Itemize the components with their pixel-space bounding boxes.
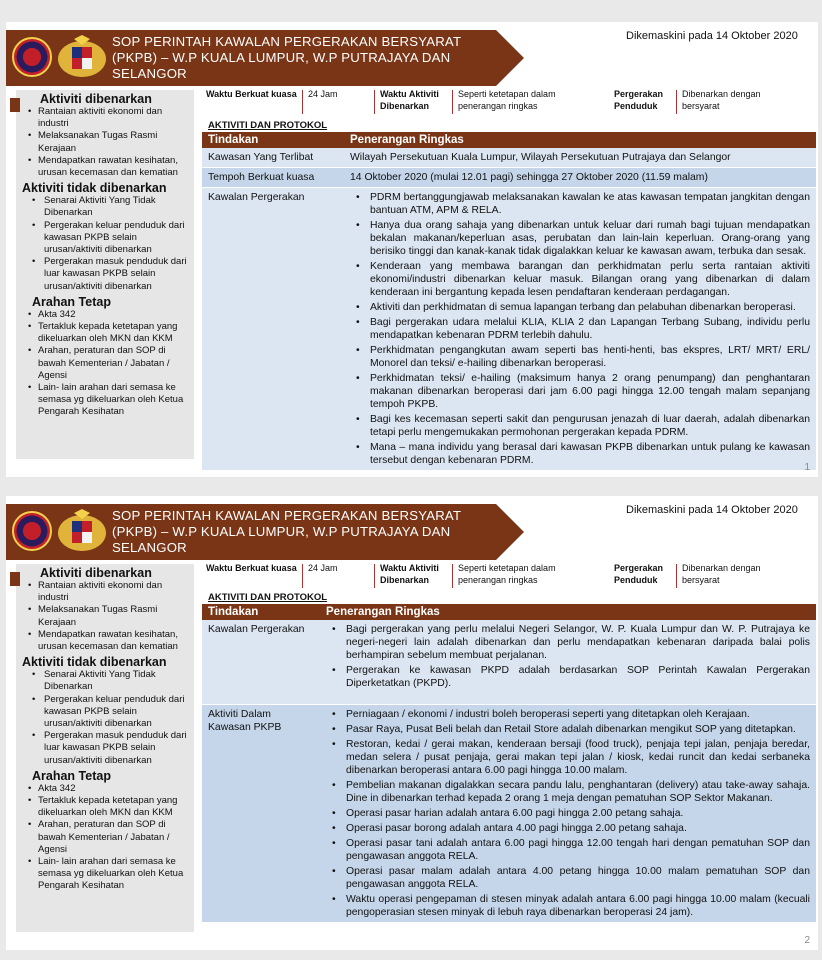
updated-date: Dikemaskini pada 14 Oktober 2020 <box>626 30 798 42</box>
list-item: • Pembelian makanan digalakkan secara pandu lalu, penghantaran (delivery) atau take-away sahaja. Dine in dibenarkan terhad kepada 2 orang 1 meja dengan pematuhan SOP Sektor Makanan. <box>326 779 810 805</box>
page-number: 1 <box>804 462 810 473</box>
duration-label: Waktu Berkuat kuasa <box>206 563 297 573</box>
list-item: • Tertakluk kepada ketetapan yang dikeluarkan oleh MKN dan KKM <box>28 321 194 345</box>
table-header-row <box>202 132 816 148</box>
page-number: 2 <box>804 935 810 946</box>
list-item: • Waktu operasi pengepaman di stesen minyak adalah antara 6.00 pagi hingga 10.00 malam (kecuali pengoperasian stesen minyak di lebuh raya dibenarkan beroperasi 24 jam). <box>326 893 810 919</box>
sidebar-accent <box>10 98 20 112</box>
list-item: • Bagi pergerakan udara melalui KLIA, KLIA 2 dan Lapangan Terbang Subang, individu perlu mendapatkan kebenaran PDRM terlebih dahulu. <box>350 316 810 342</box>
list-item: • Restoran, kedai / gerai makan, kenderaan bersaji (food truck), penjaja tepi jalan, penjaja beredar, medan selera / pusat penjaja, gerai makan tepi jalan / kiosk, kedai runcit dan kedai serbaneka dibenarkan beroperasi antara 6.00 pagi hingga 10.00 malam. <box>326 738 810 777</box>
header-summary: Penerangan Ringkas <box>344 132 816 148</box>
list-item: • Rantaian aktiviti ekonomi dan industri <box>22 580 194 604</box>
updated-date: Dikemaskini pada 14 Oktober 2020 <box>626 504 798 516</box>
table-row <box>202 705 816 923</box>
duration-label: Waktu Berkuat kuasa <box>206 89 297 99</box>
sidebar <box>16 564 194 932</box>
activity-time-label: Waktu Aktiviti Dibenarkan <box>380 89 439 111</box>
meta-row <box>202 86 814 118</box>
list-item: • Kenderaan yang membawa barangan dan perkhidmatan perlu serta rantaian aktiviti ekonomi/industri dibenarkan keluar masuk. Bilangan orang yang dibenarkan di dalam kenderaan ini bergantung kepada lesen pendaftaran kenderaan perdagangan. <box>350 260 810 299</box>
table-row <box>202 168 816 188</box>
table-row <box>202 188 816 471</box>
sidebar <box>16 90 194 459</box>
table-row <box>202 620 816 705</box>
movement-value: Dibenarkan dengan bersyarat <box>682 563 761 585</box>
list-item: • Arahan, peraturan dan SOP di bawah Kementerian / Jabatan / Agensi <box>28 819 194 856</box>
disallowed-section <box>16 655 194 767</box>
directive-heading: Arahan Tetap <box>32 294 111 309</box>
directive-section <box>16 295 194 419</box>
activity-time-value: Seperti ketetapan dalam penerangan ringkas <box>458 89 556 111</box>
header-action: Tindakan <box>202 604 320 620</box>
police-logo-icon <box>12 511 52 551</box>
row-label: Tempoh Berkuat kuasa <box>202 168 344 188</box>
disallowed-heading: Aktiviti tidak dibenarkan <box>22 181 167 196</box>
protocol-table <box>202 132 816 471</box>
list-item: • Lain- lain arahan dari semasa ke semasa yg dikeluarkan oleh Ketua Pengarah Kesihatan <box>28 856 194 893</box>
list-item: • Operasi pasar borong adalah antara 4.00 pagi hingga 2.00 petang sahaja. <box>326 822 810 835</box>
list-item: • Mendapatkan rawatan kesihatan, urusan kecemasan dan kematian <box>22 629 194 653</box>
row-label: Aktiviti Dalam Kawasan PKPB <box>202 705 320 923</box>
list-item: • Hanya dua orang sahaja yang dibenarkan untuk keluar dari rumah bagi tujuan mendapatkan bekalan makanan/keperluan asas, perubatan dan lain-lain keperluan. Orang-orang yang berisiko tinggi dan kanak-kanak tidak digalakkan keluar ke kawasan awam, terbuka dan sesak. <box>350 219 810 258</box>
sidebar-accent <box>10 572 20 586</box>
divider <box>676 90 677 114</box>
list-item: • Aktiviti dan perkhidmatan di semua lapangan terbang dan pelabuhan dibenarkan beroperasi. <box>350 301 810 314</box>
list-item: • PDRM bertanggungjawab melaksanakan kawalan ke atas kawasan tempatan jangkitan dengan bantuan ATM, APM & RELA. <box>350 191 810 217</box>
list-item: • Akta 342 <box>28 783 194 795</box>
page-title: SOP PERINTAH KAWALAN PERGERAKAN BERSYARAT (PKPB) – W.P KUALA LUMPUR, W.P PUTRAJAYA DAN SELANGOR <box>112 34 461 81</box>
police-logo-icon <box>12 37 52 77</box>
divider <box>374 564 375 588</box>
activity-time-value: Seperti ketetapan dalam penerangan ringkas <box>458 563 556 585</box>
slide-page-1 <box>6 22 818 477</box>
list-item: • Bagi pergerakan yang perlu melalui Negeri Selangor, W. P. Kuala Lumpur dan W. P. Putrajaya ke negeri-negeri lain adalah dibenarkan dan perlu mendapatkan kebenaran daripada balai polis berhampiran sebelum membuat perjalanan. <box>326 623 810 662</box>
list-item: • Perkhidmatan teksi/ e-hailing (maksimum hanya 2 orang penumpang) dan penghantaran makanan dibenarkan beroperasi dari jam 6.00 pagi hingga 12.00 tengah malam sepanjang tempoh PKPB. <box>350 372 810 411</box>
directive-section <box>16 769 194 893</box>
divider <box>302 564 303 588</box>
movement-label: Pergerakan Penduduk <box>614 563 664 585</box>
movement-value: Dibenarkan dengan bersyarat <box>682 89 761 111</box>
list-item: • Pergerakan keluar penduduk dari kawasan PKPB selain urusan/aktiviti dibenarkan <box>22 220 194 257</box>
list-item: • Mendapatkan rawatan kesihatan, urusan kecemasan dan kematian <box>22 155 194 179</box>
allowed-heading: Aktiviti dibenarkan <box>40 566 152 580</box>
coat-of-arms-icon <box>56 509 108 553</box>
list-item: • Tertakluk kepada ketetapan yang dikeluarkan oleh MKN dan KKM <box>28 795 194 819</box>
list-item: • Pergerakan ke kawasan PKPD adalah berdasarkan SOP Perintah Kawalan Pergerakan Diperketatkan (PKPD). <box>326 664 810 690</box>
protocol-table <box>202 604 816 923</box>
header-action: Tindakan <box>202 132 344 148</box>
table-row <box>202 148 816 168</box>
divider <box>374 90 375 114</box>
list-item: • Lain- lain arahan dari semasa ke semasa yg dikeluarkan oleh Ketua Pengarah Kesihatan <box>28 382 194 419</box>
disallowed-section <box>16 181 194 293</box>
allowed-section <box>16 566 194 653</box>
list-item: • Akta 342 <box>28 309 194 321</box>
allowed-section <box>16 92 194 179</box>
disallowed-heading: Aktiviti tidak dibenarkan <box>22 655 167 670</box>
directive-heading: Arahan Tetap <box>32 768 111 783</box>
row-text: Wilayah Persekutuan Kuala Lumpur, Wilayah Persekutuan Putrajaya dan Selangor <box>344 148 816 168</box>
duration-value: 24 Jam <box>308 563 338 573</box>
table-header-row <box>202 604 816 620</box>
list-item: • Pergerakan masuk penduduk dari luar kawasan PKPB selain urusan/aktiviti dibenarkan <box>22 256 194 293</box>
slide-page-2 <box>6 496 818 950</box>
row-label: Kawalan Pergerakan <box>202 188 344 471</box>
movement-label: Pergerakan Penduduk <box>614 89 664 111</box>
list-item: • Rantaian aktiviti ekonomi dan industri <box>22 106 194 130</box>
row-text: 14 Oktober 2020 (mulai 12.01 pagi) sehingga 27 Oktober 2020 (11.59 malam) <box>344 168 816 188</box>
list-item: • Operasi pasar harian adalah antara 6.00 pagi hingga 2.00 petang sahaja. <box>326 807 810 820</box>
list-item: • Mana – mana individu yang berasal dari kawasan PKPB dibenarkan untuk pulang ke kawasan tersebut dengan kebenaran PDRM. <box>350 441 810 467</box>
meta-row <box>202 560 814 592</box>
section-label: AKTIVITI DAN PROTOKOL <box>208 120 328 131</box>
list-item: • Arahan, peraturan dan SOP di bawah Kementerian / Jabatan / Agensi <box>28 345 194 382</box>
activity-time-label: Waktu Aktiviti Dibenarkan <box>380 563 439 585</box>
activity-list <box>326 708 810 919</box>
duration-value: 24 Jam <box>308 89 338 99</box>
section-label: AKTIVITI DAN PROTOKOL <box>208 592 328 603</box>
page-title: SOP PERINTAH KAWALAN PERGERAKAN BERSYARAT (PKPB) – W.P KUALA LUMPUR, W.P PUTRAJAYA DAN SELANGOR <box>112 508 461 555</box>
list-item: • Melaksanakan Tugas Rasmi Kerajaan <box>22 604 194 628</box>
list-item: • Perniagaan / ekonomi / industri boleh beroperasi seperti yang ditetapkan oleh Kerajaan. <box>326 708 810 721</box>
divider <box>676 564 677 588</box>
coat-of-arms-icon <box>56 35 108 79</box>
list-item: • Pasar Raya, Pusat Beli belah dan Retail Store adalah dibenarkan mengikut SOP yang ditetapkan. <box>326 723 810 736</box>
allowed-heading: Aktiviti dibenarkan <box>40 92 152 106</box>
row-label: Kawasan Yang Terlibat <box>202 148 344 168</box>
list-item: • Senarai Aktiviti Yang Tidak Dibenarkan <box>22 669 194 693</box>
divider <box>452 90 453 114</box>
list-item: • Operasi pasar malam adalah antara 4.00 petang hingga 10.00 malam pematuhan SOP dan pengawasan anggota RELA. <box>326 865 810 891</box>
control-list <box>350 191 810 467</box>
list-item: • Operasi pasar tani adalah antara 6.00 pagi hingga 12.00 tengah hari dengan pematuhan SOP dan pengawasan anggota RELA. <box>326 837 810 863</box>
list-item: • Senarai Aktiviti Yang Tidak Dibenarkan <box>22 195 194 219</box>
header-summary: Penerangan Ringkas <box>320 604 816 620</box>
list-item: • Melaksanakan Tugas Rasmi Kerajaan <box>22 130 194 154</box>
row-label: Kawalan Pergerakan <box>202 620 320 705</box>
list-item: • Pergerakan keluar penduduk dari kawasan PKPB selain urusan/aktiviti dibenarkan <box>22 694 194 731</box>
list-item: • Pergerakan masuk penduduk dari luar kawasan PKPB selain urusan/aktiviti dibenarkan <box>22 730 194 767</box>
control-list <box>326 623 810 690</box>
list-item: • Bagi kes kecemasan seperti sakit dan pengurusan jenazah di luar daerah, adalah dibenarkan tetapi perlu mengemukakan permohonan pergerakan kepada PDRM. <box>350 413 810 439</box>
divider <box>302 90 303 114</box>
list-item: • Perkhidmatan pengangkutan awam seperti bas henti-henti, bas ekspres, LRT/ MRT/ ERL/ Monorel dan teksi/ e-hailing dibenarkan beroperasi. <box>350 344 810 370</box>
divider <box>452 564 453 588</box>
